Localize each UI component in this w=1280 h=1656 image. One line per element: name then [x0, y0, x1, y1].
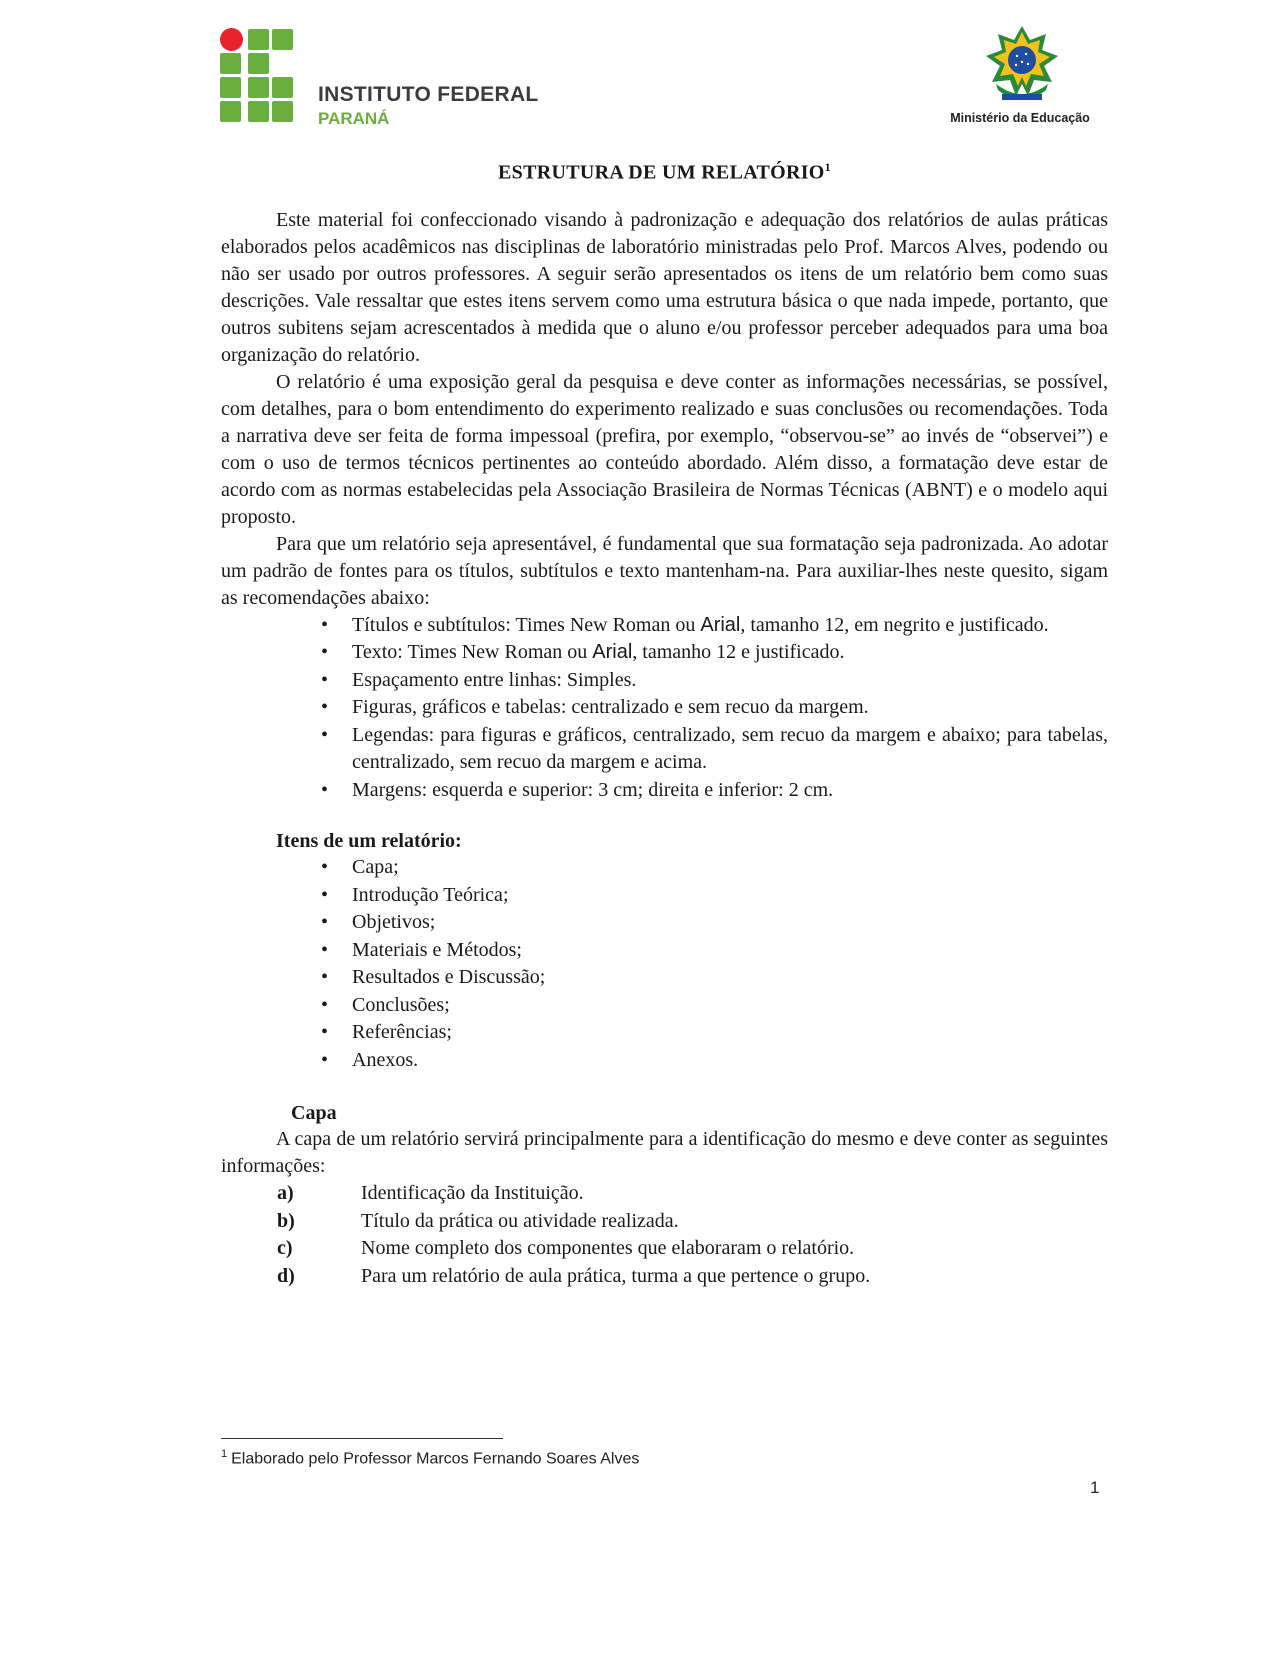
list-item: • Capa; [352, 854, 1108, 882]
list-item: • Resultados e Discussão; [352, 964, 1108, 992]
list-item: • Objetivos; [352, 909, 1108, 937]
list-item: • Introdução Teórica; [352, 882, 1108, 910]
list-item: a) Identificação da Instituição. [277, 1182, 584, 1205]
list-item: • Conclusões; [352, 992, 1108, 1020]
page-number: 1 [1090, 1478, 1100, 1497]
items-heading: Itens de um relatório: [276, 830, 462, 853]
list-item: • Texto: Times New Roman ou Arial, tamanho 12 e justificado. [352, 639, 1108, 667]
list-item: • Anexos. [352, 1047, 1108, 1075]
list-item: • Referências; [352, 1019, 1108, 1047]
list-item: • Legendas: para figuras e gráficos, centralizado, sem recuo da margem e abaixo; para tabelas, centralizado, sem recuo da margem e acima. [352, 722, 1108, 777]
institute-state: PARANÁ [318, 109, 390, 128]
document-title: ESTRUTURA DE UM RELATÓRIO$^1$ [498, 160, 831, 184]
ministry-name: Ministério da Educação [950, 111, 1090, 125]
capa-requirements-list [221, 1180, 1108, 1290]
institute-logo-red-dot [220, 28, 243, 51]
list-item: c) Nome completo dos componentes que elaboraram o relatório. [277, 1237, 855, 1260]
capa-heading: Capa [291, 1102, 337, 1125]
footnote-ref: 1 [824, 160, 831, 174]
list-item: • Títulos e subtítulos: Times New Roman ou Arial, tamanho 12, em negrito e justificado. [352, 612, 1108, 640]
paragraph-capa: A capa de um relatório servirá principalmente para a identificação do mesmo e deve conter as seguintes informações: [221, 1128, 1108, 1178]
coat-of-arms-icon [982, 24, 1062, 110]
list-item: b) Título da prática ou atividade realizada. [277, 1209, 679, 1232]
paragraph-formatting: Para que um relatório seja apresentável, é fundamental que sua formatação seja padronizada. Ao adotar um padrão de fontes para os títulos, subtítulos e texto mantenham-na. Para auxiliar-lhes neste quesito, sigam as recomendações abaixo: [221, 532, 1108, 609]
formatting-rules-list [221, 612, 1108, 805]
list-item: • Margens: esquerda e superior: 3 cm; direita e inferior: 2 cm. [352, 777, 1108, 805]
institute-logo [220, 28, 539, 128]
list-item: • Materiais e Métodos; [352, 937, 1108, 965]
report-items-list [221, 854, 1108, 1074]
list-item: • Figuras, gráficos e tabelas: centralizado e sem recuo da margem. [352, 694, 1108, 722]
footnote: $^1$ Elaborado pelo Professor Marcos Fernando Soares Alves [221, 1448, 640, 1468]
list-item: d) Para um relatório de aula prática, turma a que pertence o grupo. [277, 1264, 871, 1287]
footnote-separator [221, 1438, 503, 1439]
list-item: • Espaçamento entre linhas: Simples. [352, 667, 1108, 695]
institute-logo-mark [220, 28, 300, 128]
paragraph-report-definition: O relatório é uma exposição geral da pesquisa e deve conter as informações necessárias, se possível, com detalhes, para o bom entendimento do experimento realizado e suas conclusões ou recomendações. Toda a narrativa deve ser feita de forma impessoal (prefira, por exemplo, “observou-se” ao invés de “observei”) e com o uso de termos técnicos pertinentes ao conteúdo abordado. Além disso, a formatação deve estar de acordo com as normas estabelecidas pela Associação Brasileira de Normas Técnicas (ABNT) e o modelo aqui proposto. [221, 370, 1108, 528]
document-body [221, 160, 1108, 1290]
ministry-logo [930, 22, 1110, 132]
paragraph-intro: Este material foi confeccionado visando à padronização e adequação dos relatórios de aulas práticas elaborados pelos acadêmicos nas disciplinas de laboratório ministradas pelo Prof. Marcos Alves, podendo ou não ser usado por outros professores. A seguir serão apresentados os itens de um relatório bem como suas descrições. Vale ressaltar que estes itens servem como uma estrutura básica o que nada impede, portanto, que outros subitens sejam acrescentados à medida que o aluno e/ou professor perceber adequados para uma boa organização do relatório. [221, 208, 1108, 366]
institute-name: INSTITUTO FEDERAL [318, 83, 539, 106]
